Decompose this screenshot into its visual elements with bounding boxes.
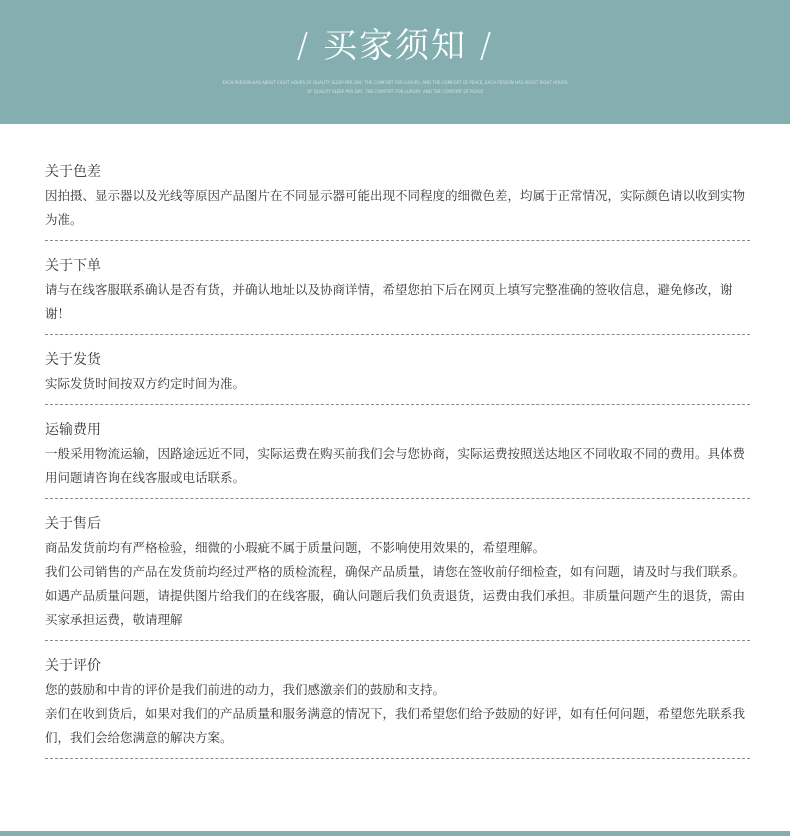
notice-content: [45, 158, 750, 770]
page-title: / 买家须知 /: [296, 26, 494, 66]
section-reviews: [45, 652, 750, 759]
section-paragraph: 我们公司销售的产品在发货前均经过严格的质检流程，确保产品质量，请您在签收前仔细检查，如有问题，请及时与我们联系。: [45, 564, 746, 579]
section-paragraph: 商品发货前均有严格检验，细微的小瑕疵不属于质量问题，不影响使用效果的，希望理解。: [45, 540, 546, 555]
section-title: 关于评价: [45, 658, 101, 674]
section-title: 关于发货: [45, 352, 101, 368]
section-freight-cost: [45, 416, 750, 499]
section-title: 关于下单: [45, 258, 101, 274]
section-title: 运输费用: [45, 422, 101, 438]
section-shipping: [45, 346, 750, 405]
section-paragraph: 请与在线客服联系确认是否有货，并确认地址以及协商详情，希望您拍下后在网页上填写完整准确的签收信息，避免修改，谢谢！: [45, 282, 733, 321]
footer-bar: [0, 831, 790, 836]
section-paragraph: 实际发货时间按双方约定时间为准。: [45, 376, 246, 391]
section-color-difference: [45, 158, 750, 241]
section-title: 关于色差: [45, 164, 101, 180]
section-ordering: [45, 252, 750, 335]
section-paragraph: 一般采用物流运输，因路途远近不同，实际运费在购买前我们会与您协商，实际运费按照送达地区不同收取不同的费用。具体费用问题请咨询在线客服或电话联系。: [45, 446, 746, 485]
section-title: 关于售后: [45, 516, 101, 532]
header-banner: [0, 0, 790, 124]
section-after-sales: [45, 510, 750, 641]
section-paragraph: 亲们在收到货后，如果对我们的产品质量和服务满意的情况下，我们希望您们给予鼓励的好评，如有任何问题，希望您先联系我们，我们会给您满意的解决方案。: [45, 706, 746, 745]
section-paragraph: 您的鼓励和中肯的评价是我们前进的动力，我们感激亲们的鼓励和支持。: [45, 682, 446, 697]
section-paragraph: 因拍摄、显示器以及光线等原因产品图片在不同显示器可能出现不同程度的细微色差，均属于正常情况，实际颜色请以收到实物为准。: [45, 188, 746, 227]
header-subtitle-line1: EACH PERSON HAS ABOUT EIGHT HOURS OF QUALITY SLEEP PER DAY, THE COMFORT FOR LUXURY, AND THE COMFORT OF PEACE, EACH PERSON HAS ABOUT EIGHT HOURS: [222, 80, 568, 85]
section-paragraph: 如遇产品质量问题，请提供图片给我们的在线客服，确认问题后我们负责退货，运费由我们承担。非质量问题产生的退货，需由买家承担运费，敬请理解: [45, 588, 746, 627]
header-subtitle-line2: OF QUALITY SLEEP PER DAY, THE COMFORT FOR LUXURY, AND THE COMFORT OF PEACE: [307, 89, 483, 94]
